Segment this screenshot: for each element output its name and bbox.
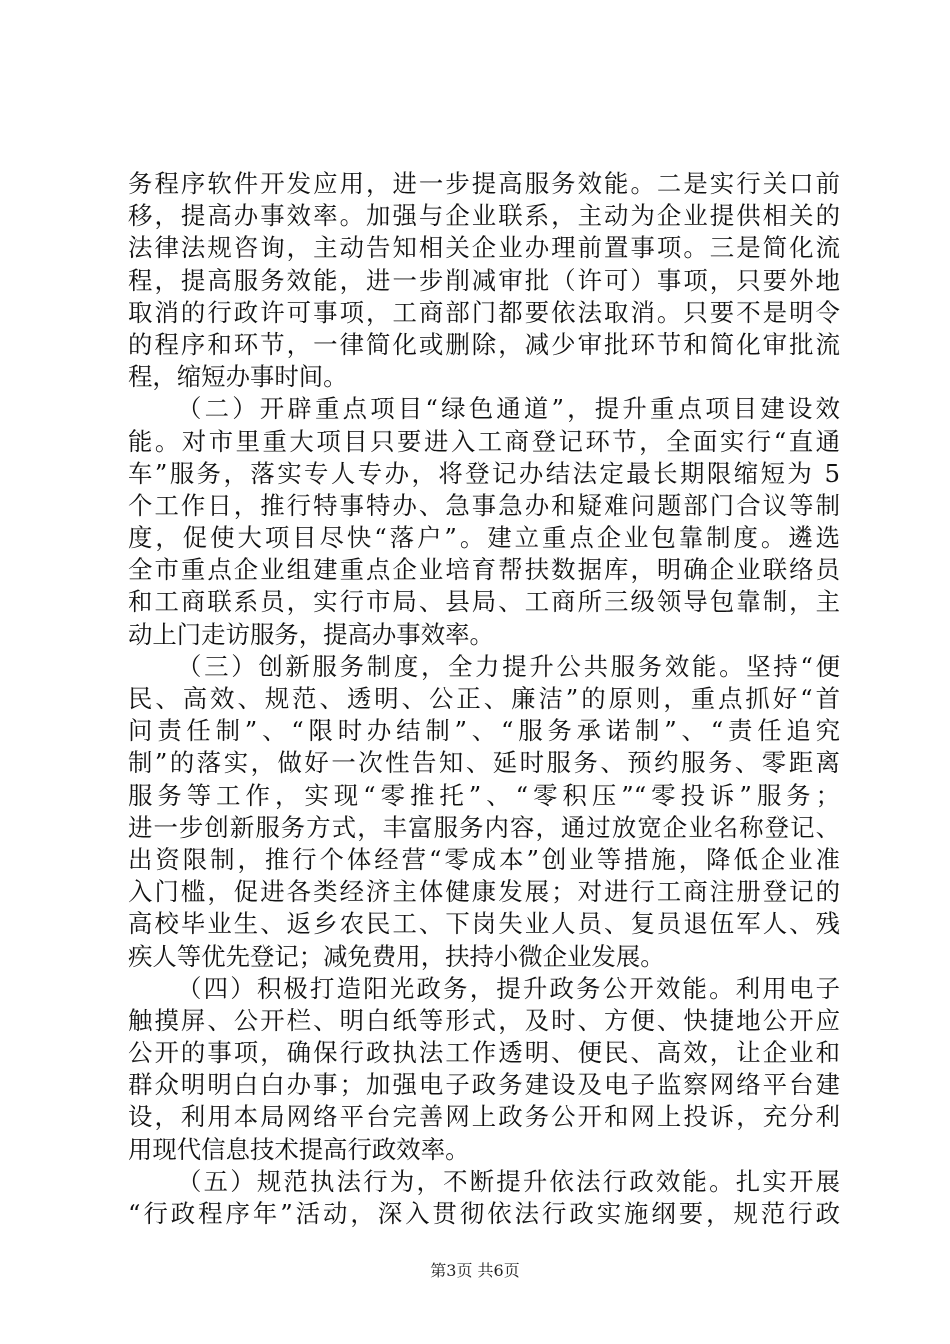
paragraph-start-line: （四）积极打造阳光政务，提升政务公开效能。利用电子: [177, 973, 840, 1003]
text-line: 出资限制，推行个体经营“零成本”创业等措施，降低企业准: [128, 844, 840, 874]
text-line: 设，利用本局网络平台完善网上政务公开和网上投诉，充分利: [128, 1102, 840, 1132]
text-line: 制”的落实，做好一次性告知、延时服务、预约服务、零距离: [128, 748, 840, 778]
text-line: 个工作日，推行特事特办、急事急办和疑难问题部门合议等制: [128, 490, 840, 520]
paragraph-start-line: （三）创新服务制度，全力提升公共服务效能。坚持“便: [177, 651, 840, 681]
text-line: 能。对市里重大项目只要进入工商登记环节，全面实行“直通: [128, 426, 840, 456]
text-line: 进一步创新服务方式，丰富服务内容，通过放宽企业名称登记、: [128, 812, 840, 842]
text-line: 用现代信息技术提高行政效率。: [128, 1134, 470, 1164]
text-line: 法律法规咨询，主动告知相关企业办理前置事项。三是简化流: [128, 233, 840, 263]
text-line: 触摸屏、公开栏、明白纸等形式，及时、方便、快捷地公开应: [128, 1005, 840, 1035]
text-line: 度，促使大项目尽快“落户”。建立重点企业包靠制度。遴选: [128, 523, 840, 553]
text-line: 动上门走访服务，提高办事效率。: [128, 619, 494, 649]
body-text: [128, 168, 840, 1230]
text-line: 和工商联系员，实行市局、县局、工商所三级领导包靠制，主: [128, 587, 840, 617]
text-line: 公开的事项，确保行政执法工作透明、便民、高效，让企业和: [128, 1038, 840, 1068]
paragraph-start-line: （二）开辟重点项目“绿色通道”，提升重点项目建设效: [177, 394, 840, 424]
text-line: 全市重点企业组建重点企业培育帮扶数据库，明确企业联络员: [128, 555, 840, 585]
text-line: 问责任制”、“限时办结制”、“服务承诺制”、“责任追究: [128, 716, 840, 746]
paragraph-start-line: （五）规范执法行为，不断提升依法行政效能。扎实开展: [177, 1166, 840, 1196]
text-line: 程，提高服务效能，进一步削减审批（许可）事项，只要外地: [128, 265, 840, 295]
text-line: 的程序和环节，一律简化或删除，减少审批环节和简化审批流: [128, 329, 840, 359]
text-line: 高校毕业生、返乡农民工、下岗失业人员、复员退伍军人、残: [128, 909, 840, 939]
text-line: 车”服务，落实专人专办，将登记办结法定最长期限缩短为 5: [128, 458, 840, 488]
text-line: 疾人等优先登记；减免费用，扶持小微企业发展。: [128, 941, 665, 971]
text-line: 取消的行政许可事项，工商部门都要依法取消。只要不是明令: [128, 297, 840, 327]
text-line: 服务等工作，实现“零推托”、“零积压”“零投诉”服务；: [128, 780, 840, 810]
text-line: 务程序软件开发应用，进一步提高服务效能。二是实行关口前: [128, 169, 840, 198]
text-line: 群众明明白白办事；加强电子政务建设及电子监察网络平台建: [128, 1070, 840, 1100]
page-number-footer: 第3页 共6页: [430, 1261, 520, 1280]
text-line: 移，提高办事效率。加强与企业联系，主动为企业提供相关的: [128, 201, 840, 231]
text-line: “行政程序年”活动，深入贯彻依法行政实施纲要，规范行政: [128, 1199, 840, 1228]
text-line: 民、高效、规范、透明、公正、廉洁”的原则，重点抓好“首: [128, 684, 840, 713]
text-line: 程，缩短办事时间。: [128, 362, 348, 392]
text-line: 入门槛，促进各类经济主体健康发展；对进行工商注册登记的: [128, 877, 840, 907]
